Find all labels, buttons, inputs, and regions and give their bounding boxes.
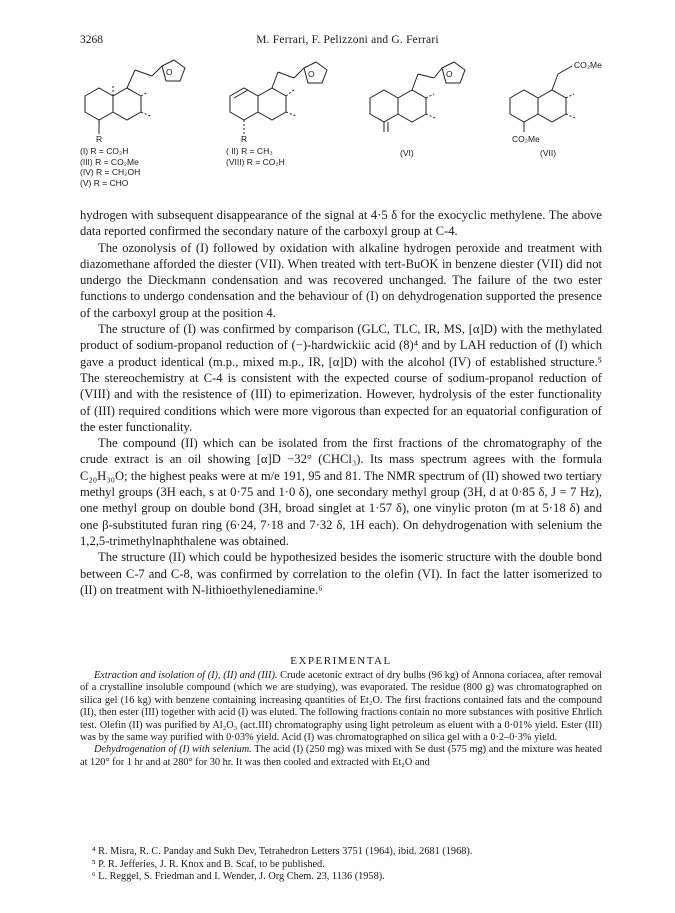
structure-2-substituent: R	[241, 134, 248, 144]
paragraph-2: The ozonolysis of (I) followed by oxidation with alkaline hydrogen peroxide and treatment with diazomethane afforded the diester (VII). When treated with tert-BuOK in benzene diester (VII) did not undergo the Dieckmann condensation and was recovered unchanged. The failure of the two ester functions to undergo condensation and the behaviour of (I) on dehydrogenation supported the presence of the carboxyl group at the position 4.	[80, 240, 602, 320]
label-VII: (VII)	[540, 148, 557, 158]
furan-oxygen-2: O	[308, 69, 315, 79]
structure-4-bottom-group: CO₂Me	[512, 134, 540, 144]
experimental-text	[80, 670, 602, 769]
page-header	[80, 34, 615, 50]
chemical-structures-figure	[70, 56, 650, 201]
label-IV: (IV) R = CH₂OH	[80, 167, 141, 177]
structure-2-labels	[226, 146, 285, 167]
experimental-p2-text: The acid (I) (250 mg) was mixed with Se dust (575 mg) and the mixture was heated at 120° for 1 hr and at 280° for 30 hr. It was then cooled and extracted with Et₂O and	[80, 744, 602, 768]
experimental-p1-text: Crude acetonic extract of dry bulbs (96 kg) of Annona coriacea, after removal of a crystalline insoluble compound (which we are studying), was evaporated. The residue (800 g) was chromatographed on silica gel (16 kg) with benzene containing increasing quantities of Et₂O. The first fractions contained fats and the compound (II), then ester (III) together with acid (I) was eluted. The following fractions contain no more substances with positive Ehrlich test. Olefin (II) was purified by Al₂O₃ (act.III) chromatography using light petroleum as eluent with a 0·01% yield. Ester (III) was by the same way purified with 0·03% yield. Acid (I) was chromatographed on silica gel with a 0·2–0·3% yield.	[80, 670, 602, 744]
experimental-heading: EXPERIMENTAL	[290, 655, 392, 667]
page-number: 3268	[80, 34, 103, 46]
label-VIII: (VIII) R = CO₂H	[226, 156, 285, 167]
structure-1-labels	[80, 146, 140, 188]
paragraph-1: hydrogen with subsequent disappearance of the signal at 4·5 δ for the exocyclic methylene. The above data reported confirmed the secondary nature of the carboxyl group at C-4.	[80, 208, 602, 239]
experimental-p1-title: Extraction and isolation of (I), (II) and (III).	[94, 670, 278, 681]
paragraph-5: The structure (II) which could be hypothesized besides the isomeric structure with the double bond between C-7 and C-8, was confirmed by correlation to the olefin (VI). In fact the latter isomerized to (II) on treatment with N-lithioethylenediamine.⁶	[80, 550, 602, 597]
furan-oxygen-3: O	[446, 69, 453, 79]
structures-drawing	[70, 56, 650, 201]
paragraph-4: The compound (II) which can be isolated from the first fractions of the chromatography of the crude extract is an oil showing [α]D −32° (CHCl₃). Its mass spectrum agrees with the formula C₂₀H₃₀O; the highest peaks were at m/e 191, 95 and 81. The NMR spectrum of (II) showed two tertiary methyl groups (3H each, s at 0·75 and 1·0 δ), one secondary methyl group (3H, d at 0·85 δ, J = 7 Hz), one methyl group on double bond (3H, broad singlet at 1·57 δ), one vinylic proton (m at 5·18 δ) and one β-substituted furan ring (6·24, 7·18 and 7·32 δ, 1H each). On dehydrogenation with selenium the 1,2,5-trimethylnaphthalene was obtained.	[80, 436, 602, 548]
footnote-references	[80, 846, 602, 884]
experimental-p2-title: Dehydrogenation of (I) with selenium.	[94, 744, 252, 756]
running-title: M. Ferrari, F. Pelizzoni and G. Ferrari	[256, 34, 439, 46]
structure-4	[510, 66, 575, 132]
body-text	[80, 207, 602, 598]
label-II: ( II) R = CH₃	[226, 146, 273, 156]
reference-6: ⁶ L. Reggel, S. Friedman and I. Wender, J. Org Chem. 23, 1136 (1958).	[92, 871, 385, 883]
label-III: (III) R = CO₂Me	[80, 156, 139, 167]
label-V: (V) R = CHO	[80, 177, 129, 188]
label-I: (I) R = CO₂H	[80, 146, 129, 156]
label-VI: (VI)	[400, 148, 414, 158]
paragraph-3: The structure of (I) was confirmed by comparison (GLC, TLC, IR, MS, [α]D) with the methylated product of sodium-propanol reduction of (−)-hardwickiic acid (8)⁴ and by LAH reduction of (I) which gave a product identical (m.p., mixed m.p., IR, [α]D) with the alcohol (IV) of established structure.⁵ The stereochemistry at C-4 is consistent with the expected course of sodium-propanol reduction of (VIII) and with the resistence of (III) to epimerization. However, hydrolysis of the ester functionality of (III) required conditions which were more vigorous than expected for an equatorial configuration of the ester functionality.	[80, 322, 602, 434]
furan-oxygen-1: O	[166, 67, 173, 77]
reference-5: ⁵ P. R. Jefferies, J. R. Knox and B. Scaf, to be published.	[92, 858, 325, 870]
structure-4-top-group: CO₂Me	[574, 60, 602, 70]
structure-1-substituent: R	[96, 134, 103, 144]
experimental-paragraph-1	[80, 670, 602, 744]
reference-4: ⁴ R. Misra, R. C. Panday and Sukh Dev, Tetrahedron Letters 3751 (1964), ibid. 2681 (1968).	[92, 846, 473, 857]
experimental-paragraph-2	[80, 744, 602, 769]
